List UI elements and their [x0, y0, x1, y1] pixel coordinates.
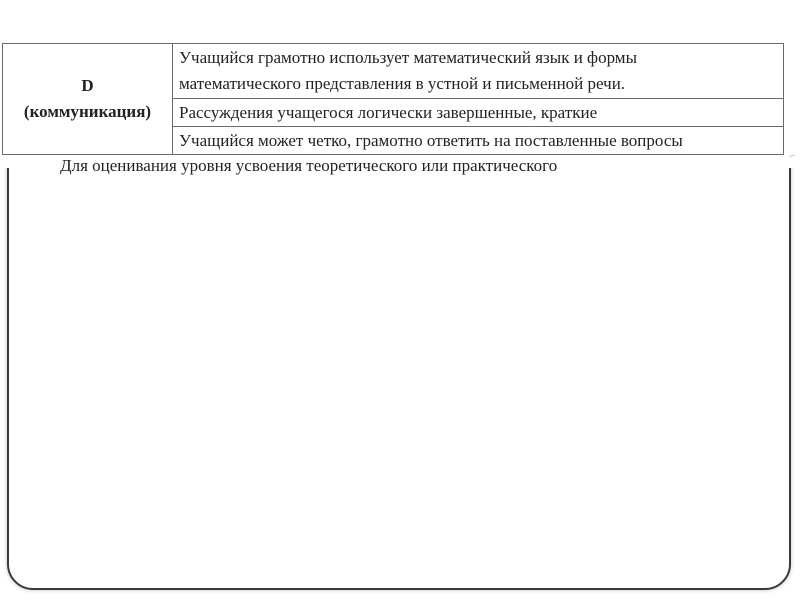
descriptor-line: математического представления в устной и письменной речи.	[179, 74, 626, 93]
descriptor-cell	[173, 44, 784, 99]
descriptor-line: Учащийся может четко, грамотно ответить на поставленные вопросы	[179, 130, 683, 150]
descriptor-cell	[173, 127, 784, 155]
corner-mark: ⌐	[790, 151, 796, 162]
criteria-table	[2, 43, 784, 155]
clipped-paragraph	[60, 156, 760, 175]
criterion-name: (коммуникация)	[23, 102, 152, 121]
descriptor-line: Рассуждения учащегося логически завершенные, краткие	[179, 102, 598, 122]
descriptor-cell	[173, 99, 784, 127]
criterion-letter: D	[81, 76, 94, 95]
table-row	[3, 44, 784, 99]
clipped-paragraph-text: Для оценивания уровня усвоения теоретического или практического	[60, 156, 558, 175]
descriptor-line: Учащийся грамотно использует математический язык и формы	[179, 48, 637, 67]
criterion-label-cell	[3, 44, 173, 155]
